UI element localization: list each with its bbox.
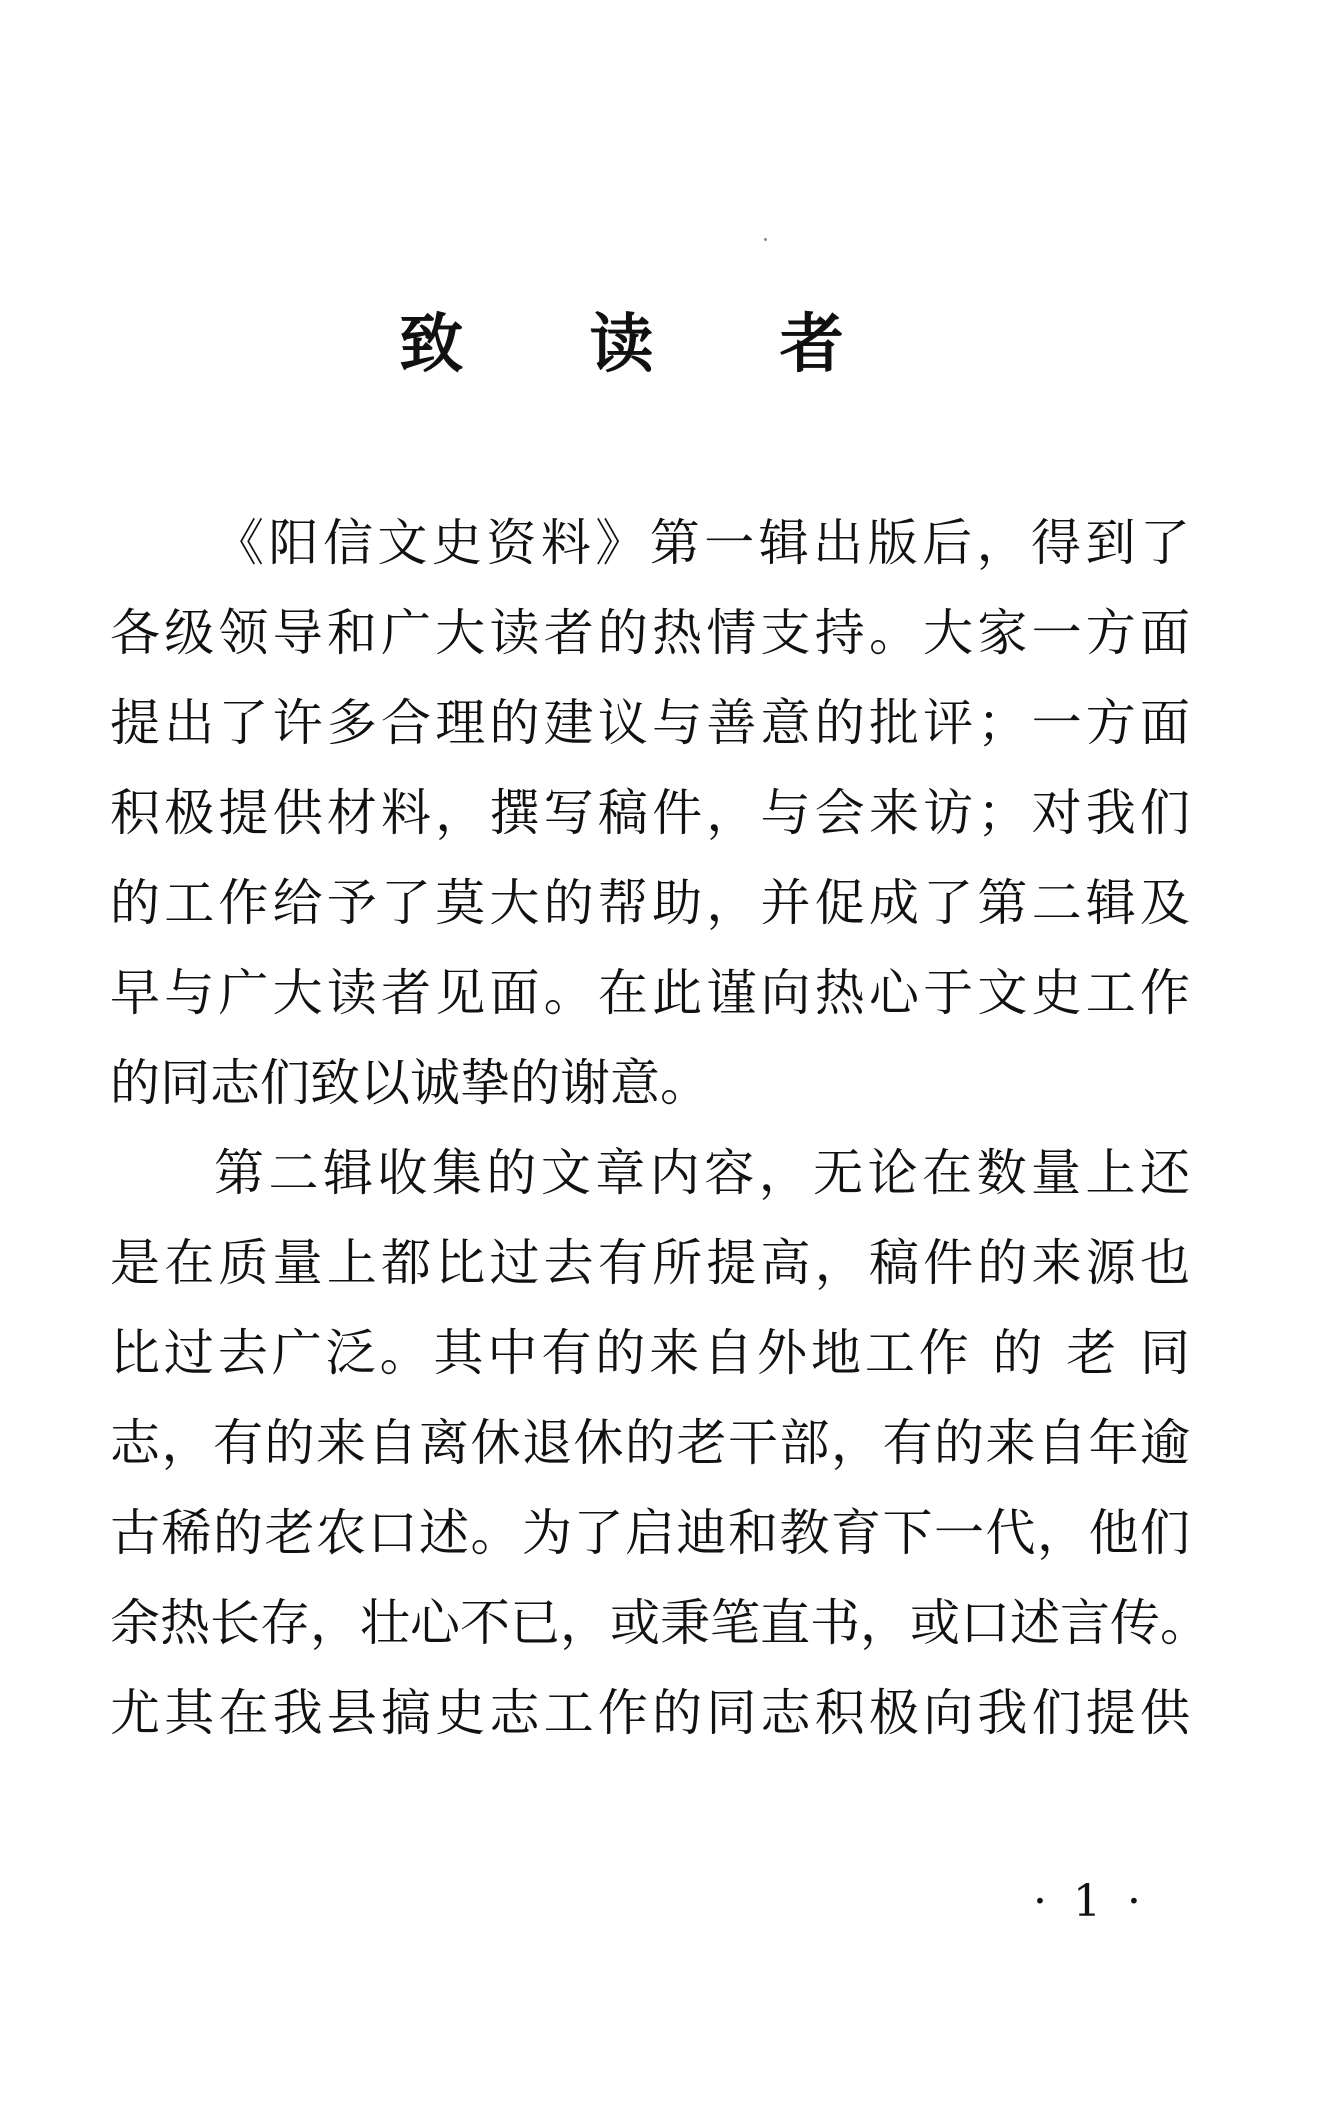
text-line: 比过去广泛。其中有的来自外地工作 的 老 同: [110, 1324, 1190, 1382]
body-text: [110, 498, 1210, 1758]
scan-speck: [764, 238, 767, 241]
text-line: 志，有的来自离休退休的老干部，有的来自年逾: [110, 1414, 1190, 1472]
text-line: 第二辑收集的文章内容，无论在数量上还: [214, 1144, 1190, 1202]
page-number: · 1 ·: [1033, 1876, 1147, 1927]
text-line: 《阳信文史资料》第一辑出版后，得到了: [214, 514, 1190, 572]
text-line: 余热长存，壮心不已，或秉笔直书，或口述言传。: [110, 1594, 1210, 1652]
text-line: 是在质量上都比过去有所提高，稿件的来源也: [110, 1234, 1190, 1292]
text-line: 提出了许多合理的建议与善意的批评；一方面: [110, 694, 1190, 752]
text-line: 的工作给予了莫大的帮助，并促成了第二辑及: [110, 874, 1190, 932]
text-line: 积极提供材料，撰写稿件，与会来访；对我们: [110, 784, 1190, 842]
text-line: 早与广大读者见面。在此谨向热心于文史工作: [110, 964, 1190, 1022]
page-title: 致 读 者: [399, 307, 896, 382]
text-line: 古稀的老农口述。为了启迪和教育下一代，他们: [110, 1504, 1190, 1562]
text-line: 各级领导和广大读者的热情支持。大家一方面: [110, 604, 1190, 662]
text-line: 尤其在我县搞史志工作的同志积极向我们提供: [110, 1684, 1190, 1742]
text-line: 的同志们致以诚挚的谢意。: [110, 1054, 710, 1112]
